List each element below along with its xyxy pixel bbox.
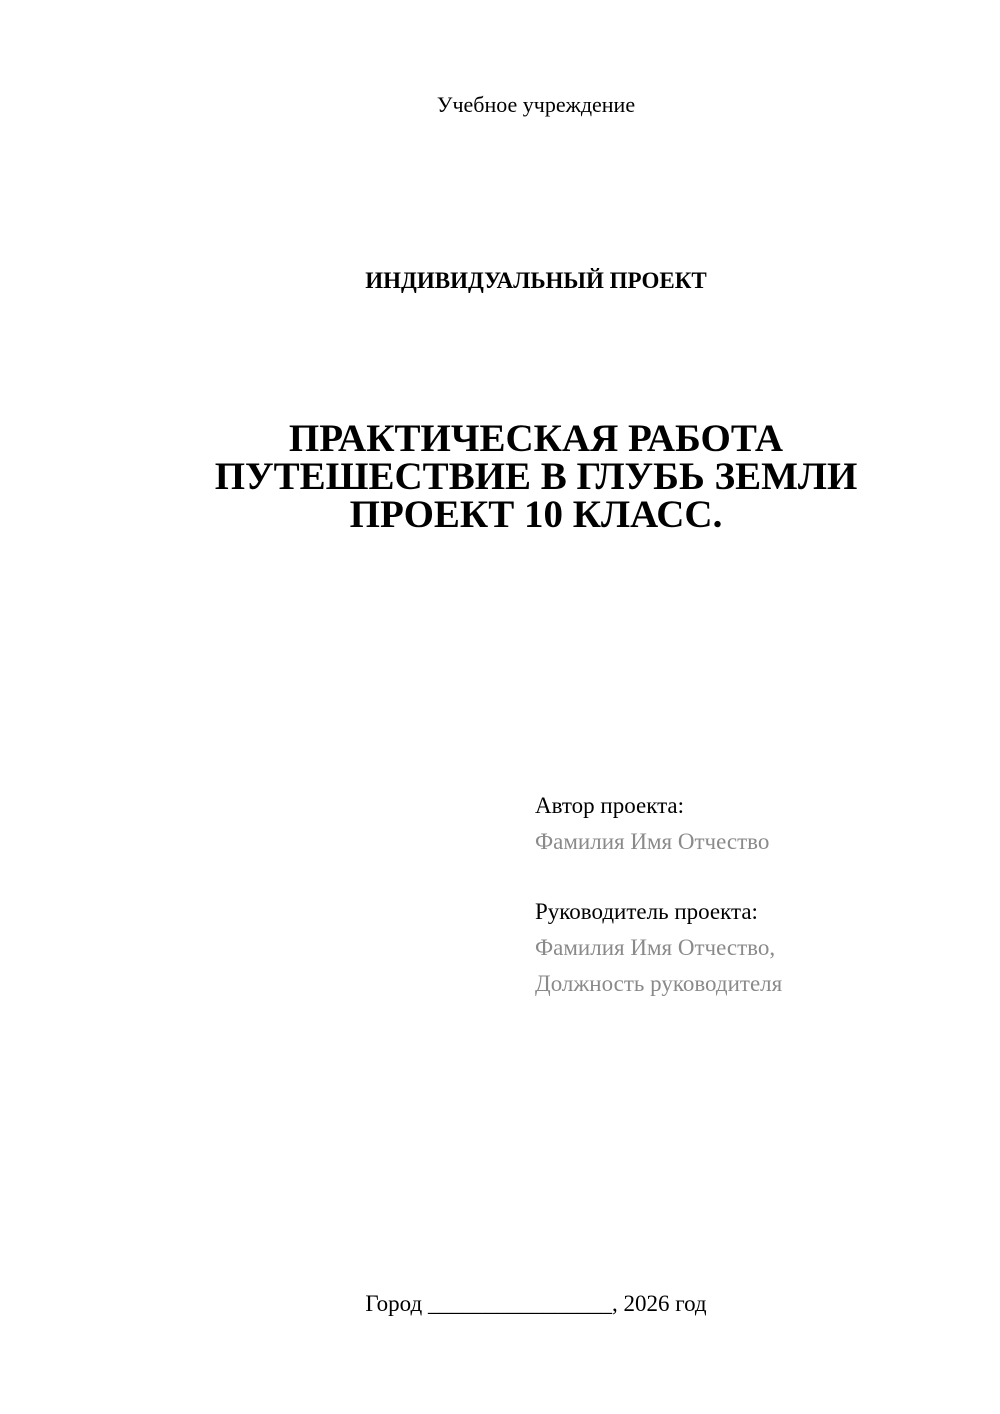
title-line-3: ПРОЕКТ 10 КЛАСС. [349, 493, 723, 536]
author-label: Автор проекта: [535, 793, 684, 818]
supervisor-label: Руководитель проекта: [535, 899, 758, 924]
project-title [0, 417, 1000, 536]
title-line-2: ПУТЕШЕСТВИЕ В ГЛУБЬ ЗЕМЛИ [214, 455, 858, 498]
city-year-line: Город ________________, 2026 год [365, 1291, 707, 1316]
supervisor-position: Должность руководителя [535, 971, 783, 996]
document-type: ИНДИВИДУАЛЬНЫЙ ПРОЕКТ [365, 268, 707, 293]
project-info-block [535, 788, 975, 1002]
author-name: Фамилия Имя Отчество [535, 829, 770, 854]
title-line-1: ПРАКТИЧЕСКАЯ РАБОТА [288, 417, 784, 460]
supervisor-name: Фамилия Имя Отчество, [535, 935, 776, 960]
institution-name: Учебное учреждение [436, 92, 636, 117]
